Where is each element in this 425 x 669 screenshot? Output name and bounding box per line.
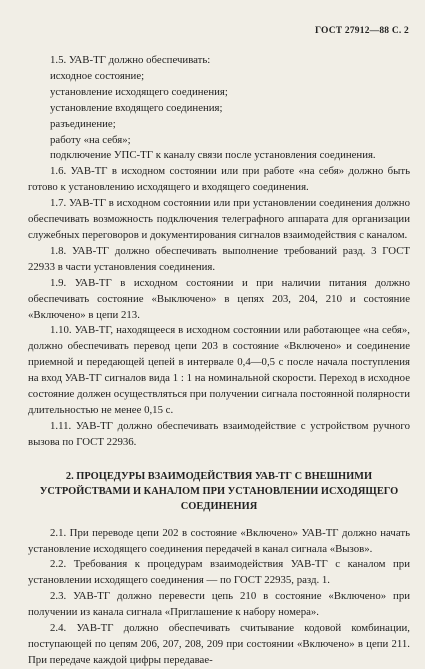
- clause-1-5-lead: 1.5. УАВ-ТГ должно обеспечивать:: [50, 54, 211, 66]
- list-item: подключение УПС-ТГ к каналу связи после установления соединения.: [50, 149, 376, 162]
- clause-1-6: 1.6. УАВ-ТГ в исходном состоянии или при работе «на себя» должно быть готово к установлению исходящего и входящего соединения.: [28, 165, 410, 194]
- clause-2-4: 2.4. УАВ-ТГ должно обеспечивать считывание кодовой комбинации, поступающей по цепям 206, 207, 208, 209 при состоянии «Включено» в цепи 211. При передаче каждой цифры передаваe-: [28, 622, 410, 666]
- clause-1-10: 1.10. УАВ-ТГ, находящееся в исходном состоянии или работающее «на себя», должно обеспечивать перевод цепи 203 в состояние «Включено» и соединение приемной и передающей цепей в интервале 0,4—0,5 с после начала поступления на вход УАВ-ТГ сигналов вида 1 : 1 на номинальной скорости. Переход в исходное состояние должен осуществляться при получении сигнала постоянной полярности длительностью не менее 0,15 с.: [28, 324, 410, 416]
- clause-1-5-list: [28, 69, 410, 164]
- clause-1-7: 1.7. УАВ-ТГ в исходном состоянии или при установлении соединения должно обеспечивать возможность подключения телеграфного аппарата для организации служебных переговоров и документирования сигналов взаимодействия с каналом.: [28, 197, 410, 241]
- page-header: ГОСТ 27912—88 С. 2: [315, 26, 409, 36]
- clause-2-3: 2.3. УАВ-ТГ должно перевести цепь 210 в состояние «Включено» при получении из канала сигнала «Приглашение к набору номера».: [28, 590, 410, 619]
- clause-2-2: 2.2. Требования к процедурам взаимодействия УАВ-ТГ с каналом при установлении исходящего соединения — по ГОСТ 22935, разд. 1.: [28, 558, 410, 587]
- list-item: установление исходящего соединения;: [50, 85, 228, 98]
- list-item: работу «на себя»;: [50, 133, 131, 146]
- section-2-heading: 2. ПРОЦЕДУРЫ ВЗАИМОДЕЙСТВИЯ УАВ-ТГ С ВНЕШНИМИ УСТРОЙСТВАМИ И КАНАЛОМ ПРИ УСТАНОВЛЕНИИ ИСХОДЯЩЕГО СОЕДИНЕНИЯ: [39, 470, 399, 512]
- list-item: разъединение;: [50, 117, 116, 130]
- page-body: [28, 53, 410, 669]
- list-item: исходное состояние;: [50, 69, 145, 82]
- list-item: установление входящего соединения;: [50, 101, 223, 114]
- clause-1-8: 1.8. УАВ-ТГ должно обеспечивать выполнение требований разд. 3 ГОСТ 22933 в части установления соединения.: [28, 244, 410, 273]
- clause-1-9: 1.9. УАВ-ТГ в исходном состоянии и при наличии питания должно обеспечивать состояние «Выключено» в цепях 203, 204, 210 и состояние «Включено» в цепи 213.: [28, 276, 410, 321]
- clause-2-1: 2.1. При переводе цепи 202 в состояние «Включено» УАВ-ТГ должно начать установление исходящего соединения передачей в канал сигнала «Вызов».: [28, 526, 410, 555]
- clause-1-11: 1.11. УАВ-ТГ должно обеспечивать взаимодействие с устройством ручного вызова по ГОСТ 22936.: [28, 419, 410, 448]
